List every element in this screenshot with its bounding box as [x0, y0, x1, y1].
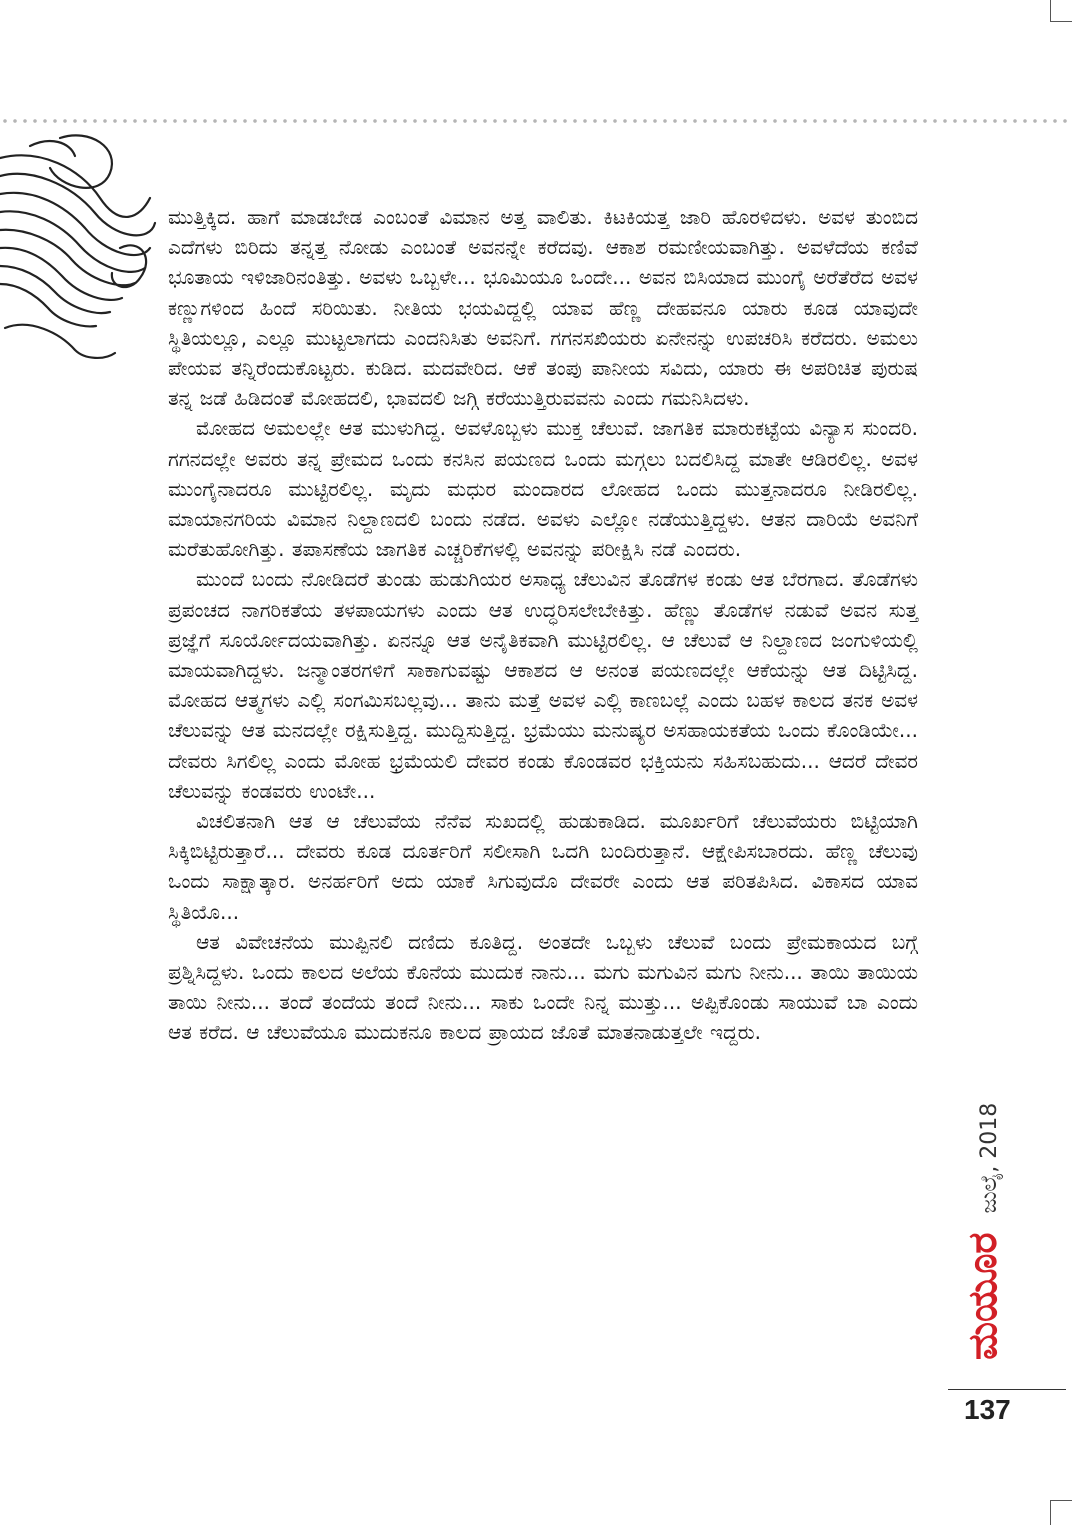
swirl-ornament-icon — [0, 128, 160, 364]
page-number-rule — [948, 1389, 1066, 1390]
crop-mark-top-right — [1050, 0, 1072, 22]
sidebar-masthead — [960, 1103, 1006, 1360]
magazine-name: ಮಯೂರ — [960, 1232, 1006, 1360]
issue-date: ಜುಲೈ, 2018 — [977, 1102, 1002, 1214]
article-paragraph: ಆತ ವಿವೇಚನೆಯ ಮುಪ್ಪಿನಲಿ ದಣಿದು ಕೂತಿದ್ದ. ಅಂತದೇ ಒಬ್ಬಳು ಚೆಲುವೆ ಬಂದು ಪ್ರೇಮಕಾಯದ ಬಗ್ಗೆ ಪ್ರಶ್ನಿಸಿದ್ದಳು. ಒಂದು ಕಾಲದ ಅಲೆಯ ಕೊನೆಯ ಮುದುಕ ನಾನು... ಮಗು ಮಗುವಿನ ಮಗು ನೀನು... ತಾಯಿ ತಾಯಿಯ ತಾಯಿ ನೀನು... ತಂದೆ ತಂದೆಯ ತಂದೆ ನೀನು... ಸಾಕು ಒಂದೇ ನಿನ್ನ ಮುತ್ತು... ಅಪ್ಪಿಕೊಂಡು ಸಾಯುವೆ ಬಾ ಎಂದು ಆತ ಕರೆದ. ಆ ಚೆಲುವೆಯೂ ಮುದುಕನೂ ಕಾಲದ ಪ್ರಾಯದ ಜೊತೆ ಮಾತನಾಡುತ್ತಲೇ ಇದ್ದರು. — [168, 929, 918, 1045]
crop-mark-bottom-right — [1050, 1500, 1072, 1525]
article-paragraph: ಮುತ್ತಿಕ್ಕಿದ. ಹಾಗೆ ಮಾಡಬೇಡ ಎಂಬಂತೆ ವಿಮಾನ ಅತ್ತ ವಾಲಿತು. ಕಿಟಕಿಯತ್ತ ಜಾರಿ ಹೊರಳಿದಳು. ಅವಳ ತುಂಬಿದ ಎದೆಗಳು ಬಿರಿದು ತನ್ನತ್ತ ನೋಡು ಎಂಬಂತೆ ಅವನನ್ನೇ ಕರೆದವು. ಆಕಾಶ ರಮಣೀಯವಾಗಿತ್ತು. ಅವಳೆದೆಯ ಕಣಿವೆ ಭೂತಾಯ ಇಳಿಜಾರಿನಂತಿತ್ತು. ಅವಳು ಒಬ್ಬಳೇ... ಭೂಮಿಯೂ ಒಂದೇ... ಅವನ ಬಿಸಿಯಾದ ಮುಂಗೈ ಅರೆತೆರೆದ ಅವಳ ಕಣ್ಣುಗಳಿಂದ ಹಿಂದೆ ಸರಿಯಿತು. ನೀತಿಯ ಭಯವಿದ್ದಲ್ಲಿ ಯಾವ ಹೆಣ್ಣ ದೇಹವನೂ ಯಾರು ಕೂಡ ಯಾವುದೇ ಸ್ಥಿತಿಯಲ್ಲೂ, ಎಲ್ಲೂ ಮುಟ್ಟಲಾಗದು ಎಂದನಿಸಿತು ಅವನಿಗೆ. ಗಗನಸಖಿಯರು ಏನೇನನ್ನು ಉಪಚರಿಸಿ ಕರೆದರು. ಅಮಲು ಪೇಯವ ತನ್ನಿರೆಂದುಕೊಟ್ಟರು. ಕುಡಿದ. ಮದವೇರಿದ. ಆಕೆ ತಂಪು ಪಾನೀಯ ಸವಿದು, ಯಾರು ಈ ಅಪರಿಚಿತ ಪುರುಷ ತನ್ನ ಜಡೆ ಹಿಡಿದಂತೆ ಮೋಹದಲಿ, ಭಾವದಲಿ ಜಗ್ಗಿ ಕರೆಯುತ್ತಿರುವವನು ಎಂದು ಗಮನಿಸಿದಳು. — [168, 205, 918, 411]
article-body — [168, 202, 918, 1048]
article-paragraph: ಮುಂದೆ ಬಂದು ನೋಡಿದರೆ ತುಂಡು ಹುಡುಗಿಯರ ಅಸಾಧ್ಯ ಚೆಲುವಿನ ತೊಡೆಗಳ ಕಂಡು ಆತ ಬೆರಗಾದ. ತೊಡೆಗಳು ಪ್ರಪಂಚದ ನಾಗರಿಕತೆಯ ತಳಪಾಯಗಳು ಎಂದು ಆತ ಉದ್ಧರಿಸಲೇಬೇಕಿತ್ತು. ಹೆಣ್ಣು ತೊಡೆಗಳ ನಡುವೆ ಅವನ ಸುತ್ತ ಪ್ರಜ್ಞೆಗೆ ಸೂರ್ಯೋದಯವಾಗಿತ್ತು. ಏನನ್ನೂ ಆತ ಅನೈತಿಕವಾಗಿ ಮುಟ್ಟಿರಲಿಲ್ಲ. ಆ ಚೆಲುವೆ ಆ ನಿಲ್ದಾಣದ ಜಂಗುಳಿಯಲ್ಲಿ ಮಾಯವಾಗಿದ್ದಳು. ಜನ್ಮಾಂತರಗಳಿಗೆ ಸಾಕಾಗುವಷ್ಟು ಆಕಾಶದ ಆ ಅನಂತ ಪಯಣದಲ್ಲೇ ಆಕೆಯನ್ನು ಆತ ದಿಟ್ಟಿಸಿದ್ದ. ಮೋಹದ ಆತ್ಮಗಳು ಎಲ್ಲಿ ಸಂಗಮಿಸಬಲ್ಲವು... ತಾನು ಮತ್ತೆ ಅವಳ ಎಲ್ಲಿ ಕಾಣಬಲ್ಲೆ ಎಂದು ಬಹಳ ಕಾಲದ ತನಕ ಅವಳ ಚೆಲುವನ್ನು ಆತ ಮನದಲ್ಲೇ ರಕ್ಷಿಸುತ್ತಿದ್ದ. ಮುದ್ದಿಸುತ್ತಿದ್ದ. ಭ್ರಮೆಯು ಮನುಷ್ಯರ ಅಸಹಾಯಕತೆಯ ಒಂದು ಕೊಂಡಿಯೇ... ದೇವರು ಸಿಗಲಿಲ್ಲ ಎಂದು ಮೋಹ ಭ್ರಮೆಯಲಿ ದೇವರ ಕಂಡು ಕೊಂಡವರ ಭಕ್ತಿಯನು ಸಹಿಸಬಹುದು... ಆದರೆ ದೇವರ ಚೆಲುವನ್ನು ಕಂಡವರು ಉಂಟೇ... — [168, 567, 918, 803]
page-number: 137 — [964, 1394, 1011, 1425]
article-paragraph: ವಿಚಲಿತನಾಗಿ ಆತ ಆ ಚೆಲುವೆಯ ನೆನೆವ ಸುಖದಲ್ಲಿ ಹುಡುಕಾಡಿದ. ಮೂರ್ಖರಿಗೆ ಚೆಲುವೆಯರು ಬಿಟ್ಟಿಯಾಗಿ ಸಿಕ್ಕಿಬಿಟ್ಟಿರುತ್ತಾರೆ... ದೇವರು ಕೂಡ ದೂರ್ತರಿಗೆ ಸಲೀಸಾಗಿ ಒದಗಿ ಬಂದಿರುತ್ತಾನೆ. ಆಕ್ಷೇಪಿಸಬಾರದು. ಹೆಣ್ಣ ಚೆಲುವು ಒಂದು ಸಾಕ್ಷಾತ್ಕಾರ. ಅನರ್ಹರಿಗೆ ಅದು ಯಾಕೆ ಸಿಗುವುದೊ ದೇವರೇ ಎಂದು ಆತ ಪರಿತಪಿಸಿದ. ವಿಕಾಸದ ಯಾವ ಸ್ಥಿತಿಯೊ... — [168, 809, 918, 924]
dotted-rule — [0, 118, 1072, 124]
article-paragraph: ಮೋಹದ ಅಮಲಲ್ಲೇ ಆತ ಮುಳುಗಿದ್ದ. ಅವಳೊಬ್ಬಳು ಮುಕ್ತ ಚೆಲುವೆ. ಜಾಗತಿಕ ಮಾರುಕಟ್ಟೆಯ ವಿನ್ಯಾಸ ಸುಂದರಿ. ಗಗನದಲ್ಲೇ ಅವರು ತನ್ನ ಪ್ರೇಮದ ಒಂದು ಕನಸಿನ ಪಯಣದ ಒಂದು ಮಗ್ಗಲು ಬದಲಿಸಿದ್ದ ಮಾತೇ ಆಡಿರಲಿಲ್ಲ. ಅವಳ ಮುಂಗೈನಾದರೂ ಮುಟ್ಟಿರಲಿಲ್ಲ. ಮೃದು ಮಧುರ ಮಂದಾರದ ಲೋಹದ ಒಂದು ಮುತ್ತನಾದರೂ ನೀಡಿರಲಿಲ್ಲ. ಮಾಯಾನಗರಿಯ ವಿಮಾನ ನಿಲ್ದಾಣದಲಿ ಬಂದು ನಡೆದ. ಅವಳು ಎಲ್ಲೋ ನಡೆಯುತ್ತಿದ್ದಳು. ಆತನ ದಾರಿಯೆ ಅವನಿಗೆ ಮರೆತುಹೋಗಿತ್ತು. ತಪಾಸಣೆಯ ಜಾಗತಿಕ ಎಚ್ಚರಿಕೆಗಳಲ್ಲಿ ಅವನನ್ನು ಪರೀಕ್ಷಿಸಿ ನಡೆ ಎಂದರು. — [168, 416, 918, 562]
